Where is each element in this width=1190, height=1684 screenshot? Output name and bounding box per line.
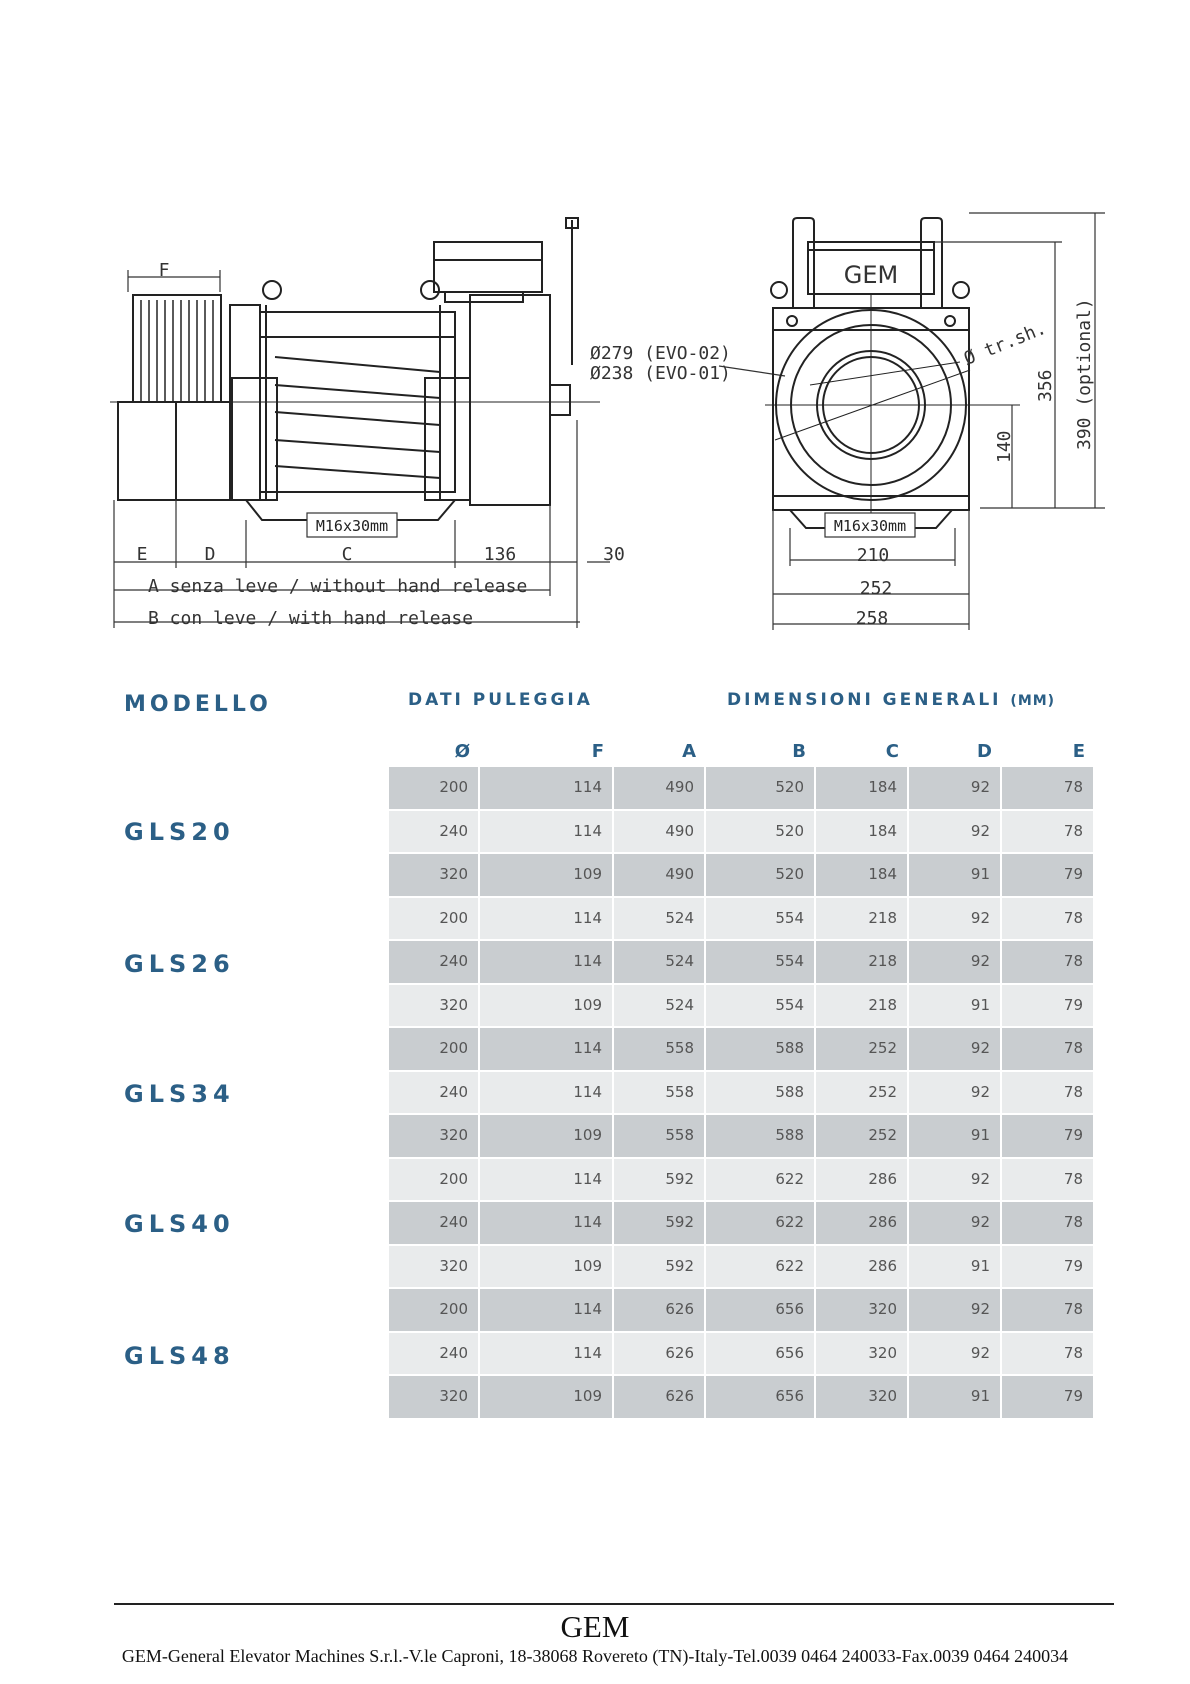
table-cell: 79: [1002, 1376, 1095, 1418]
label-140: 140: [994, 430, 1015, 463]
col-header-diameter: Ø: [454, 741, 470, 762]
table-cell: 252: [816, 1115, 909, 1157]
table-cell: 78: [1002, 1202, 1095, 1244]
table-cell: 200: [389, 1289, 480, 1331]
table-cell: 91: [909, 1376, 1002, 1418]
table-cell: 78: [1002, 1289, 1095, 1331]
table-cell: 114: [480, 767, 614, 809]
table-cell: 200: [389, 767, 480, 809]
table-cell: 592: [614, 1202, 706, 1244]
model-label: GLS48: [124, 1342, 235, 1370]
table-cell: 524: [614, 941, 706, 983]
table-cell: 114: [480, 1289, 614, 1331]
table-cell: 554: [706, 941, 816, 983]
table-cell: 109: [480, 1246, 614, 1288]
table-cell: 109: [480, 854, 614, 896]
table-cell: 320: [389, 1115, 480, 1157]
table-cell: 592: [614, 1246, 706, 1288]
table-cell: 520: [706, 767, 816, 809]
table-column-headers: [389, 741, 1095, 767]
table-row: [389, 1028, 1095, 1070]
label-f: F: [158, 260, 170, 281]
col-header-b: B: [792, 741, 806, 762]
label-30: 30: [603, 544, 625, 565]
label-356: 356: [1035, 369, 1056, 402]
table-row: [389, 854, 1095, 896]
label-b: B con leve / with hand release: [148, 608, 474, 629]
table-cell: 92: [909, 941, 1002, 983]
table-cell: 91: [909, 1246, 1002, 1288]
table-row: [389, 1115, 1095, 1157]
table-cell: 622: [706, 1246, 816, 1288]
table-cell: 320: [389, 854, 480, 896]
table-cell: 114: [480, 1333, 614, 1375]
table-row: [389, 811, 1095, 853]
label-trsh: Ø tr.sh.: [961, 317, 1050, 370]
table-cell: 78: [1002, 1333, 1095, 1375]
table-row: [389, 1159, 1095, 1201]
table-cell: 92: [909, 1159, 1002, 1201]
table-cell: 200: [389, 1028, 480, 1070]
table-cell: 79: [1002, 1246, 1095, 1288]
table-cell: 588: [706, 1072, 816, 1114]
table-cell: 622: [706, 1159, 816, 1201]
model-label: GLS34: [124, 1080, 235, 1108]
table-cell: 91: [909, 854, 1002, 896]
table-cell: 286: [816, 1202, 909, 1244]
footer-divider: [114, 1603, 1114, 1605]
label-390: 390 (optional): [1074, 298, 1095, 450]
table-cell: 622: [706, 1202, 816, 1244]
table-cell: 320: [816, 1289, 909, 1331]
label-dia1: Ø279 (EVO-02): [590, 343, 731, 364]
table-cell: 524: [614, 898, 706, 940]
table-cell: 114: [480, 1202, 614, 1244]
table-cell: 91: [909, 1115, 1002, 1157]
table-cell: 320: [816, 1333, 909, 1375]
table-cell: 114: [480, 1072, 614, 1114]
model-label: GLS26: [124, 950, 235, 978]
col-header-d: D: [977, 741, 992, 762]
table-cell: 240: [389, 811, 480, 853]
footer-brand: GEM: [560, 1609, 630, 1644]
label-210: 210: [856, 545, 890, 566]
table-cell: 588: [706, 1028, 816, 1070]
table-cell: 92: [909, 811, 1002, 853]
table-cell: 252: [816, 1028, 909, 1070]
table-cell: 558: [614, 1115, 706, 1157]
technical-drawing: [0, 0, 1190, 640]
table-cell: 109: [480, 985, 614, 1027]
table-cell: 114: [480, 811, 614, 853]
table-cell: 554: [706, 898, 816, 940]
thread-label-right: M16x30mm: [833, 517, 907, 535]
label-252: 252: [859, 578, 893, 599]
table-cell: 78: [1002, 898, 1095, 940]
table-cell: 200: [389, 898, 480, 940]
table-cell: 656: [706, 1333, 816, 1375]
col-header-c: C: [885, 741, 899, 762]
table-cell: 490: [614, 767, 706, 809]
label-dia2: Ø238 (EVO-01): [590, 363, 731, 384]
table-cell: 92: [909, 1072, 1002, 1114]
table-cell: 78: [1002, 1072, 1095, 1114]
model-label: GLS40: [124, 1210, 235, 1238]
table-row: [389, 1376, 1095, 1418]
table-cell: 320: [816, 1376, 909, 1418]
table-cell: 558: [614, 1028, 706, 1070]
table-cell: 320: [389, 1376, 480, 1418]
table-cell: 91: [909, 985, 1002, 1027]
table-cell: 588: [706, 1115, 816, 1157]
table-cell: 184: [816, 767, 909, 809]
table-cell: 92: [909, 1289, 1002, 1331]
table-row: [389, 1072, 1095, 1114]
table-cell: 92: [909, 767, 1002, 809]
label-136: 136: [483, 544, 517, 565]
table-cell: 78: [1002, 1028, 1095, 1070]
table-cell: 79: [1002, 854, 1095, 896]
label-258: 258: [855, 608, 889, 629]
label-d: D: [204, 544, 216, 565]
table-row: [389, 1202, 1095, 1244]
table-row: [389, 767, 1095, 809]
table-cell: 286: [816, 1159, 909, 1201]
table-cell: 286: [816, 1246, 909, 1288]
footer-address: GEM-General Elevator Machines S.r.l.-V.le Caproni, 18-38068 Rovereto (TN)-Italy-Tel.0039 0464 240033-Fax.0039 0464 240034: [121, 1646, 1069, 1666]
table-cell: 78: [1002, 811, 1095, 853]
table-cell: 218: [816, 985, 909, 1027]
model-label: GLS20: [124, 818, 235, 846]
table-cell: 114: [480, 941, 614, 983]
header-mm-unit: (MM): [1010, 693, 1056, 709]
table-cell: 554: [706, 985, 816, 1027]
table-cell: 524: [614, 985, 706, 1027]
table-row: [389, 1246, 1095, 1288]
table-cell: 626: [614, 1289, 706, 1331]
table-cell: 114: [480, 1028, 614, 1070]
table-cell: 92: [909, 898, 1002, 940]
table-cell: 218: [816, 941, 909, 983]
thread-label-left: M16x30mm: [315, 517, 389, 535]
col-header-f: F: [591, 741, 604, 762]
table-row: [389, 941, 1095, 983]
table-cell: 184: [816, 811, 909, 853]
table-cell: 626: [614, 1333, 706, 1375]
table-cell: 320: [389, 985, 480, 1027]
table-cell: 79: [1002, 1115, 1095, 1157]
header-dati-puleggia: DATI PULEGGIA: [408, 690, 593, 710]
table-cell: 320: [389, 1246, 480, 1288]
label-a: A senza leve / without hand release: [148, 576, 528, 597]
table-cell: 114: [480, 898, 614, 940]
table-cell: 490: [614, 811, 706, 853]
table-cell: 109: [480, 1376, 614, 1418]
header-dimensioni-generali: [727, 690, 1055, 710]
table-cell: 184: [816, 854, 909, 896]
table-cell: 114: [480, 1159, 614, 1201]
gem-logo: GEM: [843, 261, 899, 289]
table-cell: 240: [389, 1202, 480, 1244]
table-cell: 626: [614, 1376, 706, 1418]
table-cell: 78: [1002, 1159, 1095, 1201]
table-cell: 92: [909, 1333, 1002, 1375]
label-c: C: [341, 544, 353, 565]
table-cell: 240: [389, 1072, 480, 1114]
table-cell: 92: [909, 1202, 1002, 1244]
table-cell: 656: [706, 1289, 816, 1331]
label-e: E: [136, 544, 148, 565]
header-dimensioni-text: DIMENSIONI GENERALI: [727, 690, 1002, 710]
table-cell: 78: [1002, 941, 1095, 983]
table-cell: 656: [706, 1376, 816, 1418]
table-cell: 109: [480, 1115, 614, 1157]
table-cell: 240: [389, 941, 480, 983]
table-cell: 520: [706, 811, 816, 853]
table-row: [389, 1289, 1095, 1331]
table-cell: 78: [1002, 767, 1095, 809]
table-cell: 218: [816, 898, 909, 940]
dimensions-table: [389, 767, 1095, 1420]
table-row: [389, 1333, 1095, 1375]
table-cell: 520: [706, 854, 816, 896]
table-cell: 558: [614, 1072, 706, 1114]
col-header-e: E: [1072, 741, 1085, 762]
table-row: [389, 985, 1095, 1027]
table-cell: 200: [389, 1159, 480, 1201]
table-cell: 240: [389, 1333, 480, 1375]
table-cell: 592: [614, 1159, 706, 1201]
header-modello: MODELLO: [124, 692, 272, 717]
table-cell: 92: [909, 1028, 1002, 1070]
col-header-a: A: [682, 741, 696, 762]
table-cell: 79: [1002, 985, 1095, 1027]
table-cell: 252: [816, 1072, 909, 1114]
table-row: [389, 898, 1095, 940]
table-cell: 490: [614, 854, 706, 896]
